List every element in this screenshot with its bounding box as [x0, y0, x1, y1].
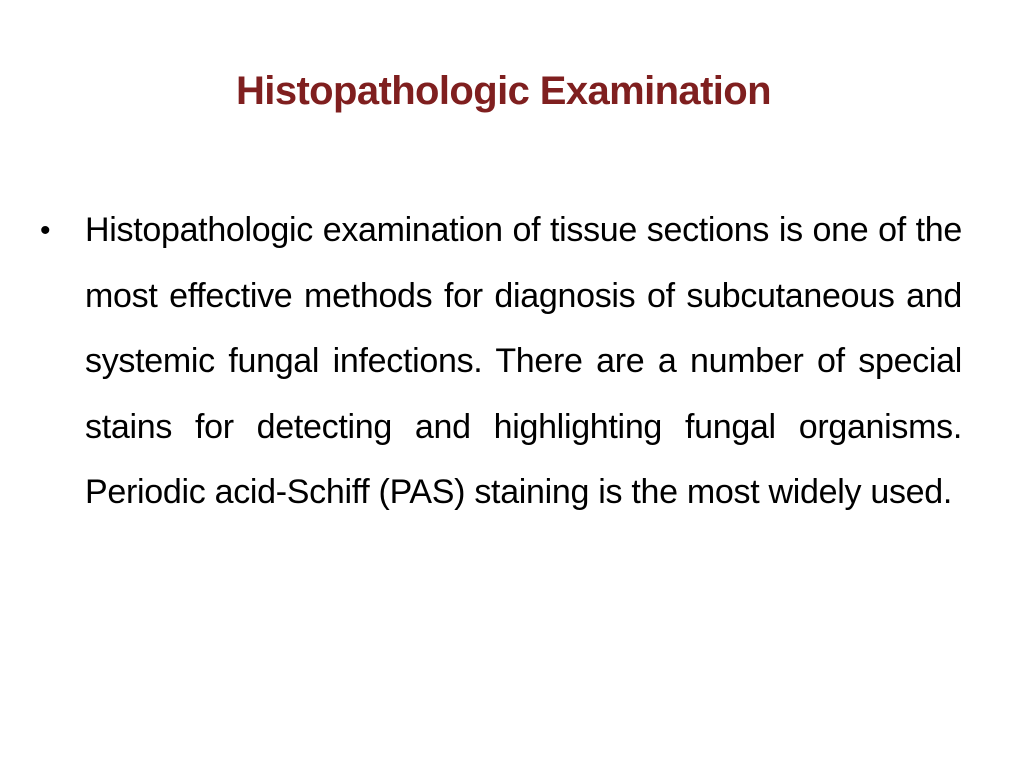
- bullet-text: Histopathologic examination of tissue sections is one of the most effective methods for diagnosis of subcutaneous and systemic fungal infections. There are a number of special stains for detecting and highlighting fungal organisms. Periodic acid-Schiff (PAS) staining is the most widely used.: [85, 211, 962, 511]
- bullet-marker: •: [40, 214, 51, 247]
- bullet-list: [40, 198, 962, 526]
- slide-title: Histopathologic Examination: [236, 69, 771, 113]
- bullet-item: [40, 198, 962, 526]
